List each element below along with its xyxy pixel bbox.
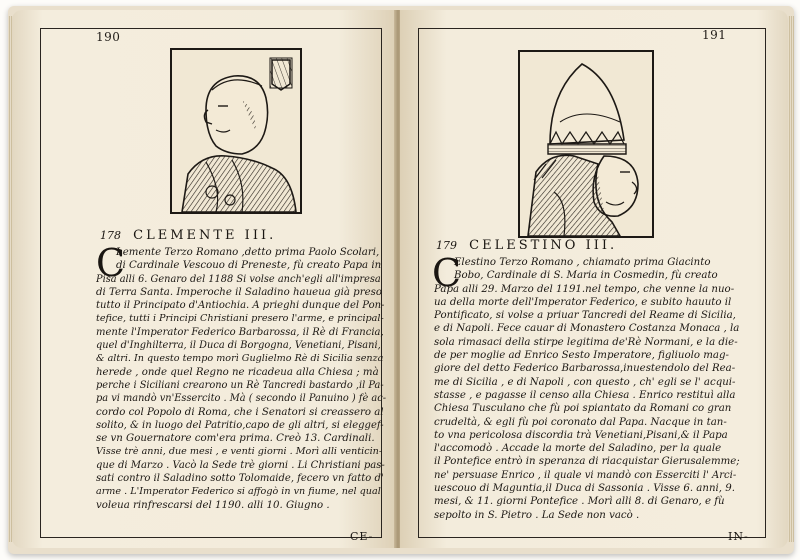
text-line: pa vi mandò vn'Essercito . Mà ( secondo il Panuino ) fè ac-: [96, 393, 386, 405]
text-line: Elestino Terzo Romano , chiamato prima Giacinto: [454, 257, 711, 268]
left-body-text: [96, 241, 386, 512]
text-line: sati contro il Saladino sotto Tolomaide, fecero vn fatto d': [96, 473, 384, 485]
text-line: & altri. In questo tempo morì Guglielmo Rè di Sicilia senza: [96, 353, 384, 365]
text-line: voleua rinfrescarsi del 1190. alli 10. Giugno .: [96, 499, 330, 511]
text-line: Pisa alli 6. Genaro del 1188 Si volse anch'egli all'impresa: [96, 273, 381, 285]
right-body-text: [432, 251, 740, 522]
left-page-number: 190: [96, 30, 121, 44]
text-line: cordo col Popolo di Roma, che i Senatori si creassero al: [96, 406, 384, 418]
text-line: quel d'Inghilterra, il Duca di Borgogna, Venetiani, Pisani,: [96, 340, 381, 352]
celestine-iii-portrait-drawing: [520, 52, 652, 236]
text-line: to vna pericolosa discordia trà Venetiani,Pisani,& il Papa: [434, 429, 728, 441]
celestine-iii-woodcut-portrait: [518, 50, 654, 238]
text-line: mesi, & 11. giorni Pontefice . Morì alli 8. di Genaro, e fù: [434, 496, 725, 508]
text-line: Bobo, Cardinale di S. Maria in Cosmedin, fù creato: [454, 270, 718, 282]
left-page: [12, 10, 396, 548]
text-line: il Pontefice entrò in speranza di riacquistar Gierusalemme;: [434, 456, 740, 468]
text-line: tefice, tutti i Principi Christiani presero l'arme, e principal-: [96, 313, 384, 325]
text-line: Pontificato, si volse a priuar Tancredi del Reame di Sicilia,: [434, 310, 736, 322]
clement-iii-woodcut-portrait: [170, 48, 302, 214]
text-line: giore del detto Federico Barbarossa,inuestendolo del Rea-: [434, 363, 736, 375]
text-line: di Cardinale Vescouo di Preneste, fù creato Papa in: [116, 260, 382, 272]
right-entry-number: 179: [436, 239, 457, 252]
text-line: ua della morte dell'Imperator Federico, e subito hauuto il: [434, 296, 732, 308]
text-line: perche i Siciliani crearono un Rè Tancredi bastardo ,il Pa-: [96, 379, 384, 391]
text-line: ne' persuase Enrico , il quale vi mandò con Esserciti l' Arci-: [434, 469, 737, 481]
right-entry-title: CELESTINO III.: [469, 238, 618, 253]
text-line: se vn Gouernatore com'era prima. Creò 13. Cardinali.: [96, 433, 375, 445]
right-entry-heading: [436, 238, 617, 253]
left-entry-title: CLEMENTE III.: [133, 228, 277, 243]
text-line: herede , onde quel Regno ne ricadeua alla Chiesa ; mà: [96, 366, 379, 378]
text-line: di Terra Santa. Imperoche il Saladino haueua già preso: [96, 286, 382, 298]
text-line: stasse , e pagasse il censo alla Chiesa . Enrico restituì alla: [434, 389, 736, 401]
text-line: sepolto in S. Pietro . La Sede non vacò .: [434, 509, 640, 521]
text-line: que di Marzo . Vacò la Sede trè giorni . Li Christiani pas-: [96, 459, 385, 471]
left-catchword: CE-: [350, 530, 374, 543]
text-line: Chiesa Tusculano che fù poi spiantato da Romani co gran: [434, 403, 732, 415]
text-line: uescouo di Maguntia,il Duca di Sassonia . Visse 6. anni, 9.: [434, 483, 735, 495]
text-line: Papa alli 29. Marzo del 1191.nel tempo, che venne la nuo-: [434, 283, 735, 295]
text-line: arme . L'Imperator Federico si affogò in vn fiume, nel qual: [96, 486, 381, 498]
text-line: Visse trè anni, due mesi , e venti giorni . Morì alli venticin-: [96, 446, 383, 458]
text-line: crudeltà, & egli fù poi coronato dal Papa. Nacque in tan-: [434, 416, 727, 428]
text-line: tutto il Principato d'Antiochia. A prieghi dunque del Pon-: [96, 300, 385, 312]
text-line: e di Napoli. Fece cauar di Monastero Costanza Monaca , la: [434, 323, 740, 335]
text-line: de per moglie ad Enrico Sesto Imperatore, figliuolo mag-: [434, 350, 729, 362]
right-drop-cap: C: [432, 251, 462, 295]
text-line: me di Sicilia , e di Napoli , con questo , ch' egli se l' acqui-: [434, 376, 736, 388]
right-page-number: 191: [702, 28, 727, 42]
open-book: [8, 6, 794, 554]
right-page-edges: [788, 16, 794, 542]
right-catchword: IN-: [728, 530, 749, 543]
text-line: Lemente Terzo Romano ,detto prima Paolo Scolari,: [116, 247, 380, 258]
clement-iii-portrait-drawing: [172, 50, 300, 212]
right-page: [400, 10, 788, 548]
left-entry-heading: [100, 228, 276, 243]
text-line: solito, & in luogo del Patritio,capo de gli altri, si eleggef-: [96, 419, 384, 431]
left-drop-cap: C: [96, 241, 126, 285]
text-line: sola rimasaci della stirpe legitima de'Rè Normani, e la die-: [434, 336, 738, 348]
text-line: mente l'Imperator Federico Barbarossa, il Rè di Francia,: [96, 326, 384, 338]
text-line: l'accomodò . Accade la morte del Saladino, per la quale: [434, 443, 722, 455]
left-entry-number: 178: [100, 229, 121, 242]
